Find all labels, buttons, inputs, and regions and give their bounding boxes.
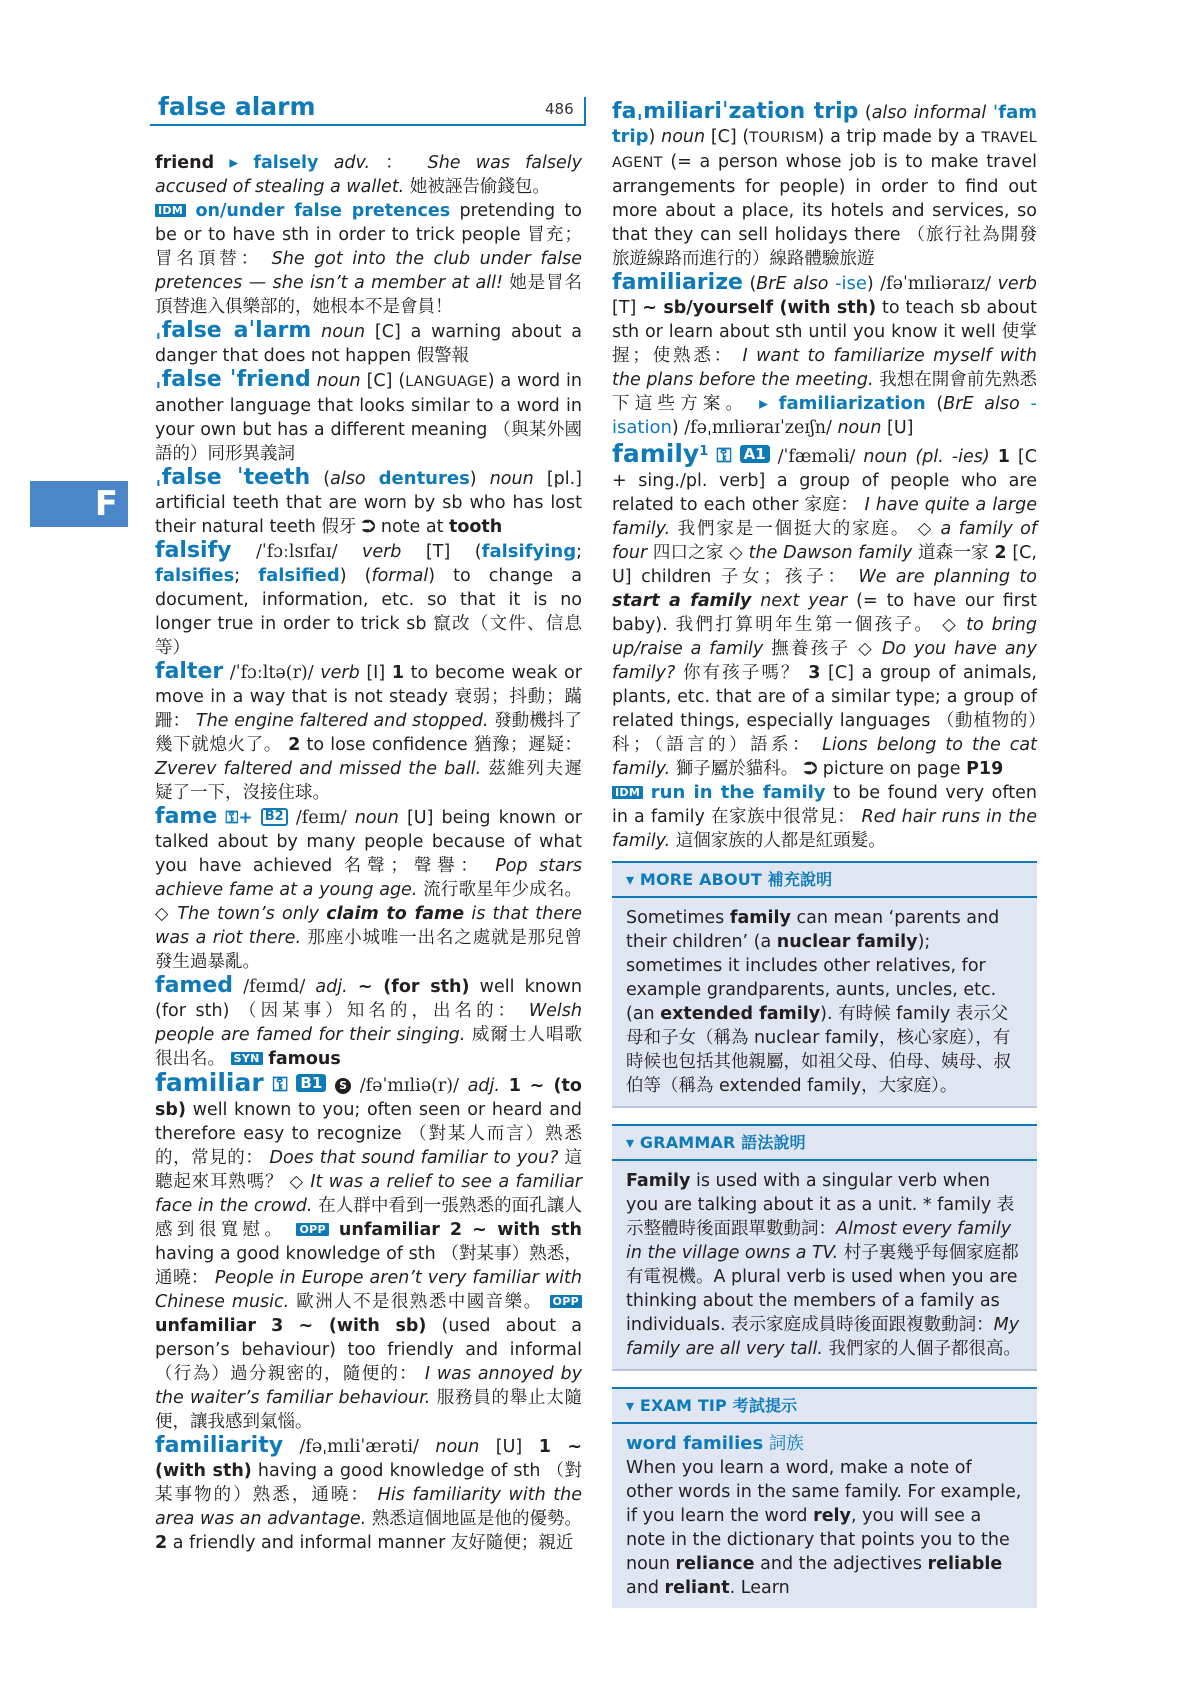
translation: 她被誣告偷錢包。 <box>409 177 550 197</box>
entry-family: family$^1$ ⚿ A1 /ˈfæməli/ noun (pl. -ies) 1 [C + sing./pl. verb] a group of people who are related to each other 家庭： I have quite a large family. 我們家是一個挺大的家庭。 ◇ a family of four 四口之家 ◇ the Dawson family 道森一家 2 [C, U] children 子女；孩子： We are planning to start a family next year (= to have our first baby). 我們打算明年生第一個孩子。 ◇ to bring up/raise a family 撫養孩子 ◇ Do you have any family? 你有孩子嗎？ 3 [C] a group of animals, plants, etc. that are of a similar type; a group of related things, especially languages （動植物的）科；（語言的）語系： Lions belong to the cat family. 獅子屬於貓科。 ⮊ picture on page P19 IDM run in the family to be found very often in a family 在家族中很常見： Red hair runs in the family. 這個家族的人都是紅頭髮。 <box>612 438 1037 851</box>
definition: a group of animals, plants, etc. that are of a similar type; a group of related things, especially languages <box>612 662 1037 731</box>
example-translation: 我想在開會前先熟悉下這些方案。 <box>612 370 1037 414</box>
box-spacer <box>612 1371 1037 1387</box>
example: My family are all very tall. <box>626 1314 1020 1359</box>
entry-familiar: familiar ⚿ B1 S /fəˈmɪliə(r)/ adj. 1 ~ (to sb) well known to you; often seen or heard and therefore easy to recognize （對某人而言）熟悉的，常見的： Does that sound familiar to you? 這聽起來耳熟嗎？ ◇ It was a relief to see a familiar face in the crowd. 在人群中看到一張熟悉的面孔讓人感到很寬慰。 OPP unfamiliar 2 ~ with sth having a good knowledge of sth （對某事）熟悉，通曉： People in Europe aren’t very familiar with Chinese music. 歐洲人不是很熟悉中國音樂。 OPP unfamiliar 3 ~ (with sb) (used about a person’s behaviour) too friendly and informal （行為）過分親密的，隨便的： I was annoyed by the waiter’s familiar behaviour. 服務員的舉止太隨便，讓我感到氣惱。 <box>155 1068 582 1432</box>
opposite-link[interactable]: unfamiliar <box>155 1316 257 1336</box>
grammar-code: [U] <box>495 1437 523 1457</box>
cross-reference: picture on page <box>822 758 961 779</box>
example: We are planning to <box>858 566 1037 587</box>
page-number: 486 <box>545 100 574 118</box>
sense-number: 1 <box>997 446 1010 467</box>
translation: 名聲；聲譽： <box>343 856 484 876</box>
definition: too friendly and informal <box>347 1340 582 1360</box>
thumb-index-tab[interactable] <box>30 481 128 527</box>
spoken-frequency-badge: S <box>335 1078 351 1094</box>
example-translation: 獅子屬於貓科。 <box>675 758 799 779</box>
headword[interactable]: ˌfalse ˈteeth <box>155 465 311 490</box>
sense-number: 2 <box>994 542 1007 563</box>
part-of-speech: adj. <box>315 977 348 997</box>
variant-spelling: -isation <box>612 393 1037 438</box>
text: When you learn a word, make a note of other words in the same family. For example, if you learn the word <box>626 1457 1022 1526</box>
example: His familiarity with the area was an advantage. <box>155 1485 582 1529</box>
example-translation: 我們家是一個挺大的家庭。 <box>677 518 911 539</box>
bold-term: reliant <box>664 1577 730 1598</box>
text: and <box>626 1577 665 1598</box>
example: It was a relief to see a familiar face in the crowd. <box>155 1172 582 1216</box>
inflection: falsifies <box>155 565 235 586</box>
definition: a warning about a danger that does not happen <box>155 322 582 366</box>
part-of-speech: verb <box>320 663 360 683</box>
grammar-code: [I] <box>366 663 386 683</box>
example-translation: 四口之家 <box>652 542 724 563</box>
grammar-pattern: ~ (with sth) <box>155 1437 582 1481</box>
definition: to change a document, information, etc. so that it is no longer true in order to trick sb <box>155 566 582 634</box>
variant-label: BrE also <box>756 274 829 294</box>
definition: to teach sb about sth or learn about sth until you know it well <box>612 298 1037 342</box>
example-translation: 歐洲人不是很熟悉中國音樂。 <box>296 1292 543 1312</box>
cross-reference-smallcaps[interactable]: TRAVEL AGENT <box>612 130 1037 171</box>
definition: a group of people who are related to each other <box>612 470 1037 515</box>
grammar-code: [C] <box>366 371 393 391</box>
example-translation: 服務員的舉止太隨便，讓我感到氣惱。 <box>155 1388 582 1432</box>
sense-number: 3 <box>271 1316 284 1336</box>
example-translation: 這聽起來耳熟嗎？ <box>155 1148 582 1192</box>
example: She was falsely accused of stealing a wallet. <box>155 153 582 197</box>
bold-term: extended family <box>660 1003 821 1024</box>
exam-tip-subhead: word families <box>626 1432 764 1454</box>
bold-term: reliance <box>675 1553 755 1574</box>
text: 村子裏幾乎每個家庭都有電視機。A plural verb is used when you are thinking about the members of a family as individuals. 表示家庭成員時後面跟複數動詞： <box>626 1242 1019 1335</box>
entry-familiarization-trip: faˌmiliariˈzation trip (also informal ˈfam trip) noun [C] (TOURISM) a trip made by a TRAVEL AGENT (= a person whose job is to make travel arrangements for people) in order to find out more about a place, its hotels and services, so that they can sell holidays there （旅行社為開發旅遊線路而進行的）線路體驗旅遊 <box>612 99 1037 269</box>
sense-number: 3 <box>808 662 821 683</box>
translation: 猶豫；遲疑： <box>473 735 582 755</box>
pronunciation: /fəˈmɪliəraɪz/ <box>880 274 992 294</box>
grammar-pattern: ~ (with sb) <box>298 1316 427 1336</box>
definition: artificial teeth that are worn by sb who has lost their natural teeth <box>155 493 582 537</box>
part-of-speech: adv. <box>333 153 371 173</box>
bold-term: rely <box>813 1505 851 1526</box>
subject-label: TOURISM <box>749 130 818 146</box>
part-of-speech: noun <box>489 469 534 489</box>
example-translation: 發動機抖了幾下就熄火了。 <box>155 711 583 755</box>
headword[interactable]: ˌfalse ˈfriend <box>155 367 311 392</box>
opposite-link[interactable]: unfamiliar <box>338 1220 440 1240</box>
example: Welsh people are famed for their singing. <box>155 1001 582 1045</box>
text: ); sometimes it includes other relatives, for example grandparents, aunts, uncles, etc. (an <box>626 931 997 1024</box>
sense-number: 1 <box>508 1076 521 1096</box>
text: . Learn <box>729 1577 790 1598</box>
headword[interactable]: falter <box>155 659 224 684</box>
thumb-tab-letter: F <box>94 484 118 524</box>
text: and the adjectives <box>754 1553 928 1574</box>
example-translation: 道森一家 <box>918 542 989 563</box>
definition: pretending to be or to have sth in order to trick people <box>155 201 582 245</box>
grammar-pattern: ~ (to sb) <box>155 1076 582 1120</box>
opposite-tag: OPP <box>550 1295 582 1308</box>
text: is used with a singular verb when you are talking about it as a unit. * family 表示整體時後面跟單數動詞： <box>626 1170 1015 1239</box>
example: She got into the club under false pretences — she isn’t a member at all! <box>155 249 582 293</box>
translation: 假牙 <box>321 517 357 537</box>
variant-word[interactable]: ˈfam trip <box>612 102 1037 147</box>
translation: （與某外國語的）同形異義詞 <box>155 420 582 464</box>
headword[interactable]: faˌmiliariˈzation trip <box>612 99 859 124</box>
definition: to lose confidence <box>306 735 468 755</box>
translation: 家庭： <box>804 494 859 515</box>
example-collocation: claim to fame <box>326 904 465 924</box>
definition: having a good knowledge of sth <box>257 1461 541 1481</box>
grammar-code: [C] <box>374 322 401 342</box>
text: 我們家的人個子都很高。 <box>822 1338 1022 1359</box>
bold-term: family <box>729 907 791 928</box>
pronunciation: /feɪm/ <box>295 808 347 828</box>
translation: 假警報 <box>416 346 470 366</box>
translation: （對某人而言）熟悉的，常見的： <box>155 1124 582 1168</box>
example: is that there was a riot there. <box>155 904 582 948</box>
exam-tip-subhead-zh: 詞族 <box>768 1433 804 1454</box>
part-of-speech: noun <box>316 371 361 391</box>
entry-falter <box>141 660 582 805</box>
cross-reference-link[interactable]: tooth <box>449 517 503 537</box>
entry-false-friend: ˌfalse ˈfriend noun [C] (LANGUAGE) a word in another language that looks similar to a word in your own but has a different meaning （與某外國語的）同形異義詞 <box>155 367 582 464</box>
grammar-code: [C, U] <box>612 542 1037 587</box>
example: Does that sound familiar to you? <box>269 1148 559 1168</box>
grammar-code: [U] <box>406 808 434 828</box>
grammar-box <box>612 1124 1037 1371</box>
example-collocation: start a family <box>612 590 752 611</box>
idiom-on-under-false-pretences <box>155 199 582 319</box>
exam-tip-title[interactable]: ▾ EXAM TIP 考試提示 <box>612 1389 1037 1424</box>
definition: children <box>641 566 712 587</box>
grammar-code: [C + sing./pl. verb] <box>612 446 1037 491</box>
pronunciation: /feɪmd/ <box>243 977 306 997</box>
idiom-tag: IDM <box>612 786 643 799</box>
part-of-speech: verb <box>361 542 402 562</box>
headword[interactable]: ˌfalse aˈlarm <box>155 318 312 343</box>
idiom-tag: IDM <box>155 204 186 217</box>
example-translation: 撫養孩子 <box>771 638 851 659</box>
example: Zverev faltered and missed the ball. <box>155 759 482 779</box>
grammar-title[interactable]: ▾ GRAMMAR 語法說明 <box>612 1126 1037 1161</box>
register-label: formal <box>371 566 429 586</box>
headword[interactable]: familiar <box>155 1068 264 1097</box>
example: Almost every family in the village owns a TV. <box>626 1218 1012 1263</box>
bold-term: nuclear family <box>776 931 918 952</box>
translation: （對某事）熟悉，通曉： <box>155 1244 582 1288</box>
variant-word[interactable]: dentures <box>378 468 470 489</box>
headword[interactable]: fame <box>155 804 218 829</box>
example: People in Europe aren’t very familiar with Chinese music. <box>155 1268 582 1312</box>
part-of-speech: noun <box>354 808 399 828</box>
grammar-pattern: ~ (for sth) <box>357 977 470 997</box>
translation: 使掌握；使熟悉： <box>612 322 1038 366</box>
part-of-speech: noun <box>837 418 882 438</box>
translation: （旅行社為開發旅遊線路而進行的）線路體驗旅遊 <box>612 225 1037 269</box>
example: Do you have any family? <box>612 638 1037 683</box>
example-translation: 茲維列夫遲疑了一下，沒接住球。 <box>155 759 582 803</box>
idiom-phrase[interactable]: on/under false pretences <box>195 201 451 221</box>
cross-reference: note at <box>380 517 444 537</box>
example: to bring up/raise a family <box>612 614 1037 659</box>
part-of-speech: noun <box>863 446 908 467</box>
headword[interactable]: familiarize <box>612 270 743 295</box>
definition: (= a person whose job is to make travel arrangements for people) in order to find out more about a place, its hotels and services, so that they can sell holidays there <box>612 152 1037 245</box>
example: The town’s only <box>177 904 320 924</box>
text: can mean ‘parents and their children’ (a <box>626 907 1000 952</box>
definition: well known (for sth) <box>155 977 582 1021</box>
pronunciation: /ˈfɔːlsɪfaɪ/ <box>256 542 338 562</box>
example: I have quite a large family. <box>612 494 1037 539</box>
bold-term: reliable <box>927 1553 1003 1574</box>
pronunciation: /ˈfæməli/ <box>777 446 856 467</box>
more-about-body <box>612 898 1037 1108</box>
entry-fame: fame ⚿+ B2 /feɪm/ noun [U] being known or talked about by many people because of what you have achieved 名聲；聲譽： Pop stars achieve fame at a young age. 流行歌星年少成名。 ◇ The town’s only claim to fame is that there was a riot there. 那座小城唯一出名之處就是那兒曾發生過暴亂。 <box>155 804 583 972</box>
grammar-code: [C] <box>828 662 854 683</box>
headword[interactable]: familiarity <box>155 1433 284 1458</box>
grammar-code: [pl.] <box>546 469 583 489</box>
box-spacer <box>612 1108 1037 1124</box>
translation: （對某事物的）熟悉，通曉： <box>155 1461 582 1505</box>
example-translation: 她是冒名頂替進入俱樂部的，她根本不是會員！ <box>155 273 582 317</box>
translation: （因某事）知名的，出名的： <box>239 1001 520 1021</box>
translation: （行為）過分親密的，隨便的： <box>155 1364 418 1384</box>
exam-tip-body <box>612 1424 1037 1608</box>
translation: 友好隨便；親近 <box>450 1533 574 1553</box>
cefr-level-badge: A1 <box>740 445 770 463</box>
idiom-phrase[interactable]: run in the family <box>650 781 826 803</box>
pronunciation: /ˈfɔːltə(r)/ <box>229 663 314 683</box>
entry-false-teeth: ˌfalse ˈteeth (also dentures) noun [pl.] artificial teeth that are worn by sb who has lost their natural teeth 假牙 ⮊ note at tooth <box>155 465 583 537</box>
header-tick <box>584 97 586 125</box>
header-rule <box>150 124 586 126</box>
entry-falsify: falsify /ˈfɔːlsɪfaɪ/ verb [T] (falsifying; falsifies; falsified) (formal) to change a document, information, etc. so that it is no longer true in order to trick sb 竄改（文件、信息等） <box>155 538 582 658</box>
example: I was annoyed by the waiter’s familiar behaviour. <box>155 1364 582 1408</box>
text: Sometimes <box>626 907 730 928</box>
cross-reference-icon: ⮊ <box>803 758 818 779</box>
definition: well known to you; often seen or heard and therefore easy to recognize <box>155 1100 582 1144</box>
definition: being known or talked about by many people because of what you have achieved <box>155 808 582 876</box>
example: Pop stars achieve fame at a young age. <box>155 856 583 900</box>
right-column <box>612 100 1037 1608</box>
example: The engine faltered and stopped. <box>195 711 489 731</box>
grammar-pattern: ~ sb/yourself (with sth) <box>642 298 877 318</box>
derivative-arrow-icon: ▸ <box>759 394 768 414</box>
cross-reference-icon: ⮊ <box>361 517 376 537</box>
pronunciation: /fəˌmɪliˈærəti/ <box>299 1437 419 1457</box>
example: the Dawson family <box>748 542 913 563</box>
variant-label: BrE also <box>943 394 1020 414</box>
grammar-code: [T] <box>612 298 637 318</box>
example: Lions belong to the cat family. <box>612 734 1037 779</box>
gloss: (= to have our first baby). <box>612 590 1037 635</box>
entry-familiarize: familiarize (BrE also -ise) /fəˈmɪliəraɪz/ verb [T] ~ sb/yourself (with sth) to teach sb about sth or learn about sth until you know it well 使掌握；使熟悉： I want to familiarize myself with the plans before the meeting. 我想在開會前先熟悉下這些方案。 ▸ familiarization (BrE also -isation) /fəˌmɪliəraɪˈzeɪʃn/ noun [U] <box>612 270 1038 438</box>
example-translation: 那座小城唯一出名之處就是那兒曾發生過暴亂。 <box>155 928 583 972</box>
oxford-3000-key-icon: ⚿ <box>716 442 732 467</box>
definition: having a good knowledge of sth <box>155 1244 436 1264</box>
derivative-word[interactable]: falsely <box>253 153 319 173</box>
grammar-pattern: ~ with sth <box>472 1220 582 1240</box>
example: next year <box>760 590 848 611</box>
translation: （動植物的）科；（語言的）語系： <box>612 710 1037 755</box>
exam-tip-box <box>612 1387 1037 1608</box>
example-translation: 在人群中看到一張熟悉的面孔讓人感到很寬慰。 <box>155 1196 582 1240</box>
headword[interactable]: family <box>612 438 700 468</box>
inflection: falsifying <box>481 541 577 562</box>
homonym-number: 1 <box>699 444 709 459</box>
translation: 子女；孩子： <box>720 566 849 587</box>
part-of-speech: adj. <box>467 1076 500 1096</box>
headword[interactable]: falsify <box>155 538 232 563</box>
sense-number: 2 <box>449 1220 463 1240</box>
also-label: also <box>330 469 366 489</box>
variant-spelling: -ise <box>834 273 867 294</box>
entry-familiarity <box>141 1434 582 1555</box>
sense-number: 2 <box>288 735 301 755</box>
separator: ： <box>385 153 413 173</box>
continued-word: friend <box>155 153 215 173</box>
cefr-level-badge: B1 <box>296 1074 326 1092</box>
grammar-code: [C] <box>710 127 737 147</box>
left-column <box>155 151 582 1555</box>
example: a family of four <box>612 518 1037 563</box>
synonym-link[interactable]: famous <box>268 1049 341 1069</box>
grammar-code: [U] <box>887 418 914 438</box>
subject-label: LANGUAGE <box>405 374 488 390</box>
part-of-speech: noun <box>435 1437 480 1457</box>
example-translation: 這個家族的人都是紅頭髮。 <box>675 830 886 851</box>
example: Red hair runs in the family. <box>612 806 1037 851</box>
text: , you will see a note in the dictionary that points you to the noun <box>626 1505 1010 1574</box>
entry-famed <box>141 974 582 1071</box>
part-of-speech: verb <box>997 274 1038 294</box>
part-of-speech: noun <box>321 322 366 342</box>
definition: a trip made by a <box>830 127 976 147</box>
cross-reference-page-link[interactable]: P19 <box>966 758 1004 779</box>
entry-falsely <box>155 151 582 199</box>
inflection: falsified <box>258 565 340 586</box>
sense-number: 1 <box>391 663 404 683</box>
grammar-code: [T] <box>425 542 451 562</box>
definition: to be found very often in a family <box>612 782 1037 827</box>
translation: 衰弱；抖動；蹣跚： <box>155 687 582 731</box>
sense-number: 1 <box>538 1437 551 1457</box>
example-translation: 你有孩子嗎？ <box>682 662 801 683</box>
headword[interactable]: famed <box>155 973 234 998</box>
cefr-level-badge: B2 <box>261 808 288 826</box>
definition: a word in another language that looks similar to a word in your own but has a different meaning <box>155 371 582 440</box>
definition: to become weak or move in a way that is not steady <box>155 663 582 707</box>
derivative-arrow-icon: ▸ <box>229 153 239 173</box>
running-head-title: false alarm <box>158 92 316 121</box>
derivative-word[interactable]: familiarization <box>778 393 926 414</box>
example-translation: 流行歌星年少成名。 <box>423 880 582 900</box>
sense-number: 2 <box>155 1533 168 1553</box>
oxford-3000-key-icon: ⚿ <box>272 1072 288 1096</box>
text: ). 有時候 family 表示父母和子女（稱為 nuclear family，核心家庭），有時候也包括其他親屬，如祖父母、伯母、姨母、叔伯等（稱為 extended family，大家庭）。 <box>626 1003 1011 1096</box>
translation: 冒充；冒名頂替： <box>155 225 582 269</box>
example-translation: 熟悉這個地區是他的優勢。 <box>371 1509 583 1529</box>
opposite-tag: OPP <box>296 1223 328 1236</box>
part-of-speech: noun <box>661 127 706 147</box>
plural-form: (pl. -ies) <box>915 446 990 467</box>
translation: 竄改（文件、信息等） <box>155 614 582 658</box>
example: I want to familiarize myself with the plans before the meeting. <box>612 346 1037 390</box>
oxford-3000-key-icon: ⚿+ <box>225 808 253 828</box>
also-label: also informal <box>871 103 987 123</box>
bold-term: Family <box>626 1170 691 1191</box>
synonym-tag: SYN <box>231 1052 263 1065</box>
definition: a friendly and informal manner <box>172 1533 446 1553</box>
grammar-body <box>612 1161 1037 1371</box>
pronunciation: /fəˌmɪliəraɪˈzeɪʃn/ <box>684 418 832 438</box>
entry-false-alarm <box>137 319 582 368</box>
more-about-box <box>612 861 1037 1108</box>
pronunciation: /fəˈmɪliə(r)/ <box>359 1076 459 1096</box>
more-about-title[interactable]: ▾ MORE ABOUT 補充說明 <box>612 863 1037 898</box>
translation: 在家族中很常見： <box>711 806 856 827</box>
example-translation: 我們打算明年生第一個孩子。 <box>675 614 935 635</box>
example-translation: 威爾士人唱歌很出名。 <box>155 1025 582 1069</box>
usage-label: used about a person’s behaviour <box>155 1316 582 1360</box>
